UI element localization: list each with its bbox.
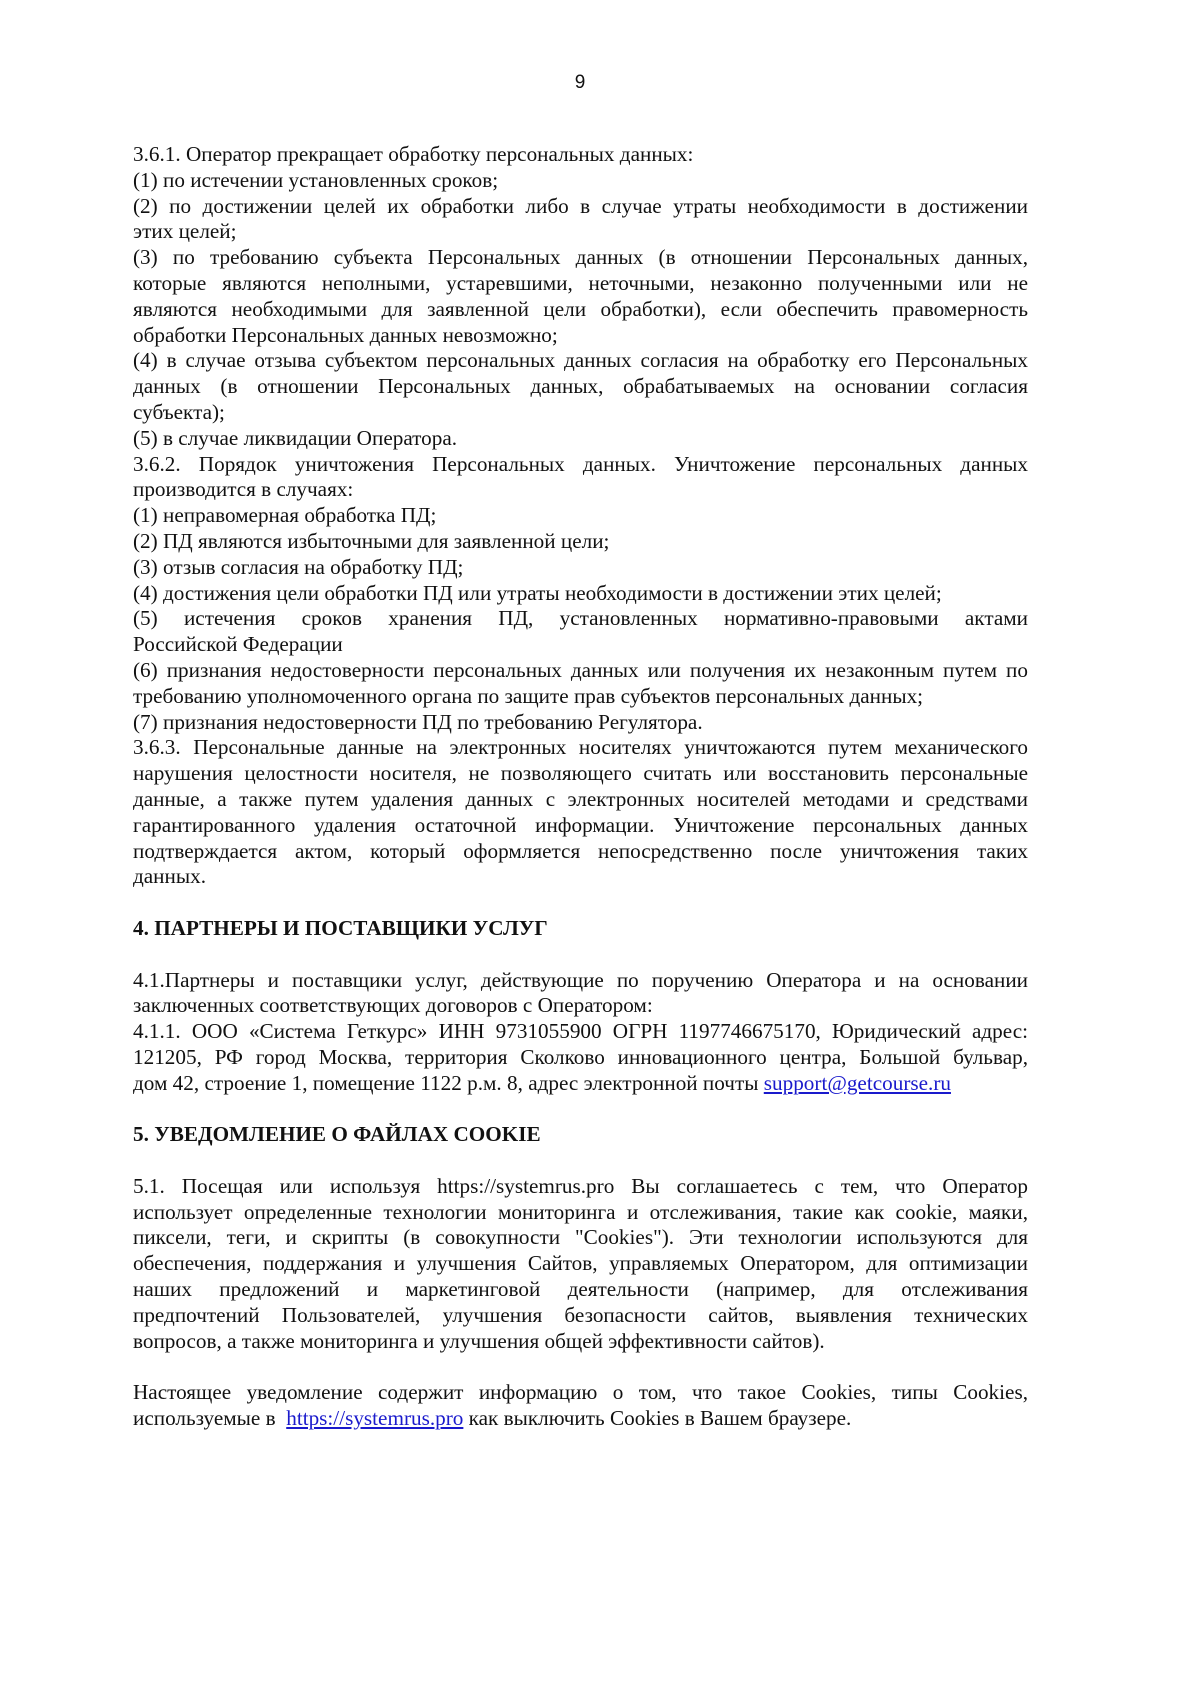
text-line: (4) достижения цели обработки ПД или утраты необходимости в достижении этих целей; — [133, 580, 942, 605]
text-line: данных. — [133, 864, 206, 889]
email-link[interactable]: support@getcourse.ru — [763, 1070, 951, 1095]
spacer — [133, 942, 1028, 968]
cookie-notice-text-end: как выключить Cookies в Вашем браузере. — [463, 1406, 852, 1431]
spacer — [133, 1096, 1028, 1122]
text-line: (5) истечения сроков хранения ПД, установленных нормативно-правовыми актами — [133, 606, 1028, 631]
text-line: данные, а также путем удаления данных с электронных носителей методами и средствами — [133, 786, 1028, 811]
text-line: (3) по требованию субъекта Персональных данных (в отношении Персональных данных, — [133, 245, 1028, 270]
cookie-notice-text: используемые в — [133, 1406, 287, 1431]
section-3-6-2 — [133, 452, 1028, 736]
text-line: (1) по истечении установленных сроков; — [133, 167, 499, 192]
text-line: 5.1. Посещая или используя https://systemrus.pro Вы соглашаетесь с тем, что Оператор — [133, 1173, 1028, 1198]
spacer — [133, 1148, 1028, 1174]
text-line: которые являются неполными, устаревшими, неточными, незаконно полученными или не — [133, 270, 1028, 295]
text-line: 3.6.3. Персональные данные на электронных носителях уничтожаются путем механического — [133, 735, 1028, 760]
text-line: обеспечения, поддержания и улучшения Сайтов, управляемых Оператором, для оптимизации — [133, 1251, 1028, 1276]
section-4-address-text: дом 42, строение 1, помещение 1122 р.м. 8, адрес электронной почты — [133, 1070, 764, 1095]
section-3-6-1 — [133, 142, 1028, 452]
text-line: производится в случаях: — [133, 477, 354, 502]
text-line: 121205, РФ город Москва, территория Сколково инновационного центра, Большой бульвар, — [133, 1044, 1028, 1069]
section-4-heading: 4. ПАРТНЕРЫ И ПОСТАВЩИКИ УСЛУГ — [133, 915, 548, 940]
section-5-heading-number: 5 — [133, 1122, 144, 1147]
text-line: наших предложений и маркетинговой деятельности (например, для отслеживания — [133, 1277, 1028, 1302]
text-line: (4) в случае отзыва субъектом персональных данных согласия на обработку его Персональных — [133, 348, 1028, 373]
text-line: 4.1.Партнеры и поставщики услуг, действующие по поручению Оператора и на основании — [133, 967, 1028, 992]
text-line: (5) в случае ликвидации Оператора. — [133, 425, 458, 450]
website-link[interactable]: https://systemrus.pro — [286, 1406, 464, 1431]
document-body — [133, 142, 1028, 1432]
text-line: использует определенные технологии мониторинга и отслеживания, такие как cookie, маяки, — [133, 1199, 1028, 1224]
text-line: (2) ПД являются избыточными для заявленной цели; — [133, 528, 610, 553]
section-5-paragraph-2-line-2 — [133, 1406, 1028, 1432]
text-line: (3) отзыв согласия на обработку ПД; — [133, 554, 464, 579]
text-line: (6) признания недостоверности персональных данных или получения их незаконным путем по — [133, 657, 1028, 682]
text-line: нарушения целостности носителя, не позволяющего считать или восстановить персональные — [133, 761, 1028, 786]
text-line: 4.1.1. ООО «Система Геткурс» ИНН 9731055900 ОГРН 1197746675170, Юридический адрес: — [133, 1019, 1028, 1044]
text-line: субъекта); — [133, 399, 225, 424]
text-line: (7) признания недостоверности ПД по требованию Регулятора. — [133, 709, 703, 734]
section-5-heading-title: . УВЕДОМЛЕНИЕ О ФАЙЛАХ COOKIE — [143, 1122, 541, 1147]
text-line: этих целей; — [133, 219, 237, 244]
spacer — [133, 1354, 1028, 1380]
text-line: 3.6.1. Оператор прекращает обработку персональных данных: — [133, 142, 694, 166]
page-number: 9 — [574, 72, 586, 93]
text-line: являются необходимыми для заявленной цели обработки), если обеспечить правомерность — [133, 296, 1028, 321]
text-line: заключенных соответствующих договоров с Оператором: — [133, 993, 653, 1018]
section-4-email-line — [133, 1071, 1028, 1097]
text-line: данных (в отношении Персональных данных, обрабатываемых на основании согласия — [133, 374, 1028, 399]
spacer — [133, 890, 1028, 916]
section-5-paragraph-2-line-1: Настоящее уведомление содержит информацию о том, что такое Cookies, типы Cookies, — [133, 1380, 1028, 1405]
section-5-paragraph-1 — [133, 1174, 1028, 1355]
text-line: гарантированного удаления остаточной информации. Уничтожение персональных данных — [133, 812, 1028, 837]
text-line: 3.6.2. Порядок уничтожения Персональных данных. Уничтожение персональных данных — [133, 451, 1028, 476]
section-3-6-3 — [133, 735, 1028, 890]
text-line: подтверждается актом, который оформляется непосредственно после уничтожения таких — [133, 838, 1028, 863]
section-5-heading — [133, 1122, 1028, 1148]
text-line: пиксели, теги, и скрипты (в совокупности "Cookies"). Эти технологии используются для — [133, 1225, 1028, 1250]
text-line: предпочтений Пользователей, улучшения безопасности сайтов, выявления технических — [133, 1302, 1028, 1327]
text-line: вопросов, а также мониторинга и улучшения общей эффективности сайтов). — [133, 1328, 825, 1353]
text-line: требованию уполномоченного органа по защите прав субъектов персональных данных; — [133, 683, 924, 708]
section-4-paragraph — [133, 968, 1028, 1071]
text-line: Российской Федерации — [133, 632, 343, 657]
text-line: (2) по достижении целей их обработки либо в случае утраты необходимости в достижении — [133, 193, 1028, 218]
text-line: (1) неправомерная обработка ПД; — [133, 503, 437, 528]
text-line: обработки Персональных данных невозможно; — [133, 322, 558, 347]
